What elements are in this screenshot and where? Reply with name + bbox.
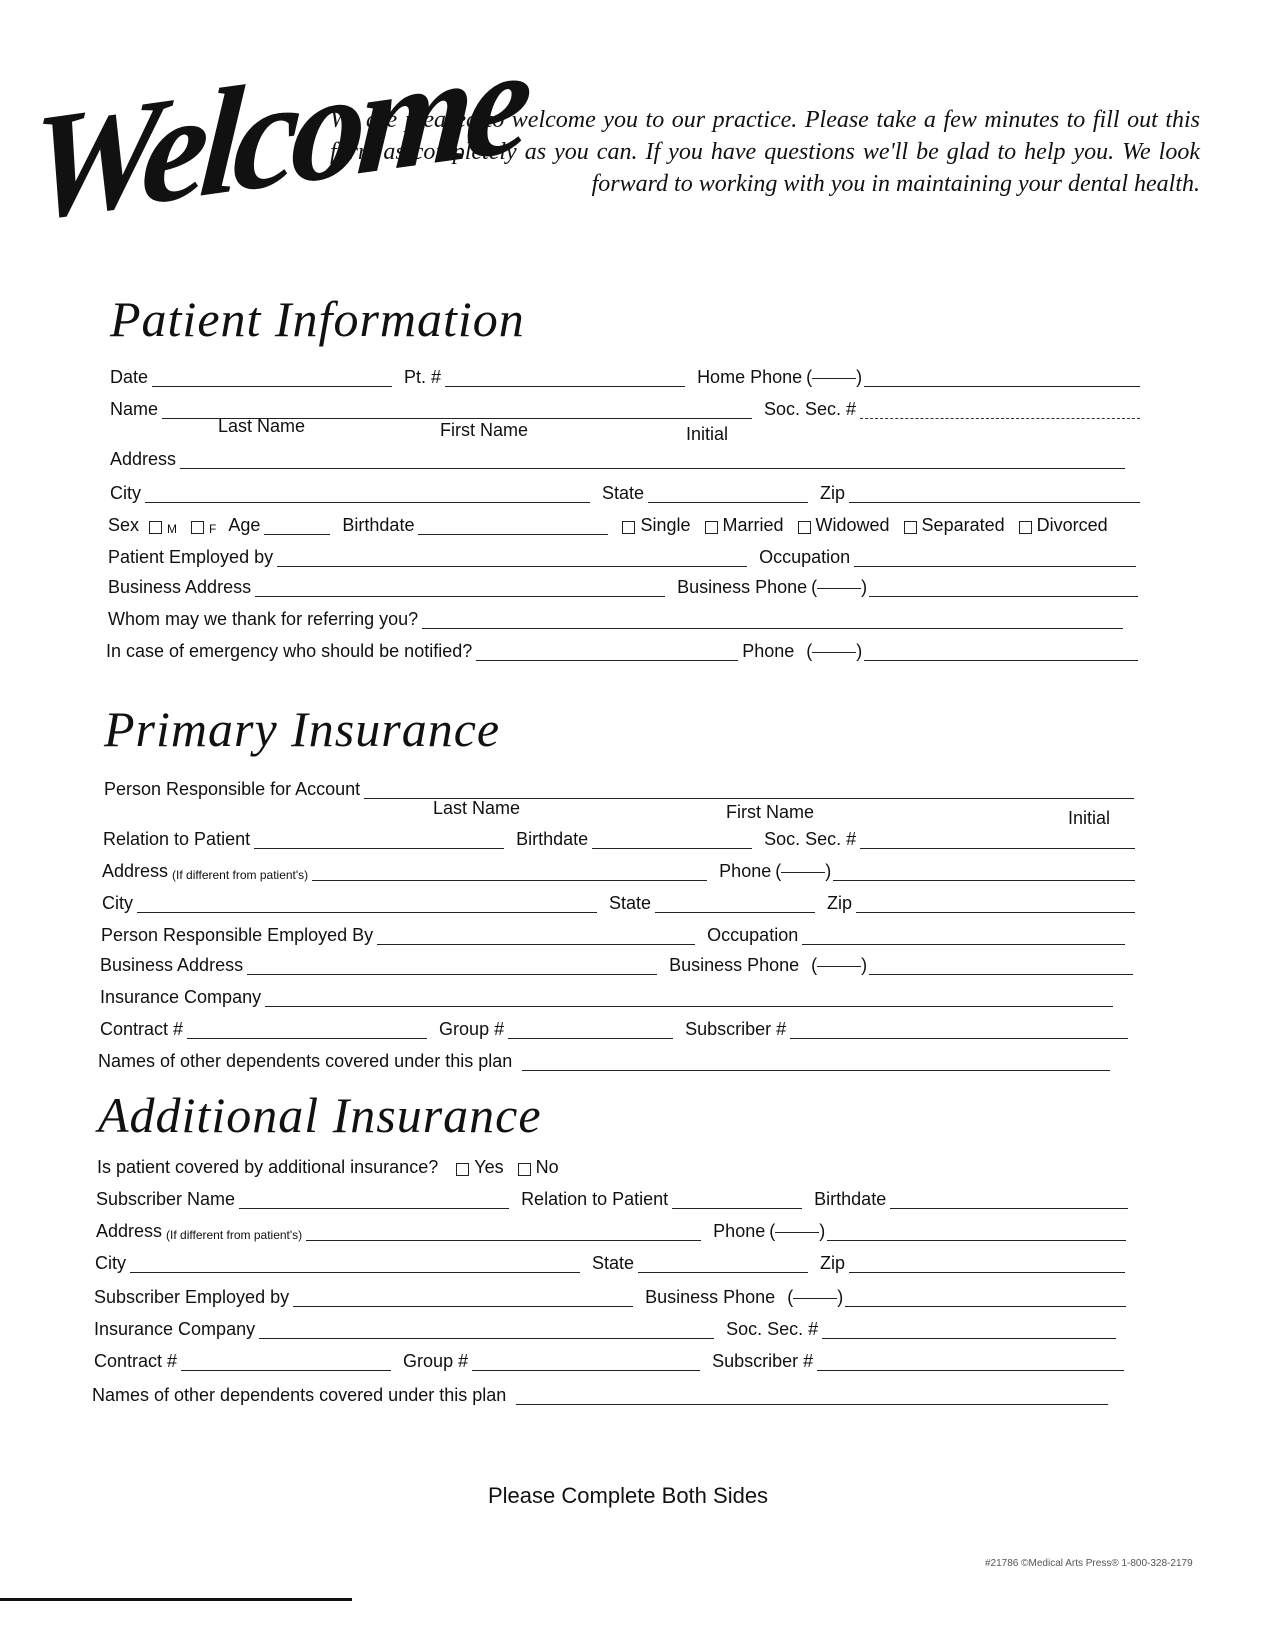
primary-soc-sec-label: Soc. Sec. # [764,829,857,849]
additional-group-label: Group # [403,1351,469,1371]
separated-label: Separated [921,515,1005,535]
primary-occupation-field[interactable] [802,922,1125,945]
sex-f-checkbox[interactable] [191,521,204,534]
sex-m-checkbox[interactable] [149,521,162,534]
soc-sec-label: Soc. Sec. # [764,399,857,419]
additional-business-phone-label: Business Phone [645,1287,776,1307]
primary-row-city [102,886,1135,916]
primary-business-address-field[interactable] [247,952,657,975]
primary-zip-field[interactable] [856,890,1135,913]
primary-subscriber-label: Subscriber # [685,1019,787,1039]
patient-row-business: Business Address Business Phone ( ) [108,570,1138,600]
additional-relation-field[interactable] [672,1186,802,1209]
business-address-field[interactable] [255,574,665,597]
additional-contract-label: Contract # [94,1351,178,1371]
initial-caption: Initial [686,424,729,444]
relation-label: Relation to Patient [103,829,251,849]
additional-state-label: State [592,1253,635,1273]
pt-no-field[interactable] [445,364,685,387]
primary-soc-sec-field[interactable] [860,826,1135,849]
primary-birthdate-label: Birthdate [516,829,589,849]
additional-dependents-label: Names of other dependents covered under this plan [92,1385,507,1405]
patient-row-date: Date Pt. # Home Phone ( ) [110,360,1140,390]
additional-relation-label: Relation to Patient [521,1189,669,1209]
state-label: State [602,483,645,503]
sex-label: Sex [108,515,140,535]
additional-zip-field[interactable] [849,1250,1125,1273]
date-field[interactable] [152,364,392,387]
responsible-label: Person Responsible for Account [104,779,361,799]
state-field[interactable] [648,480,808,503]
additional-employed-by-label: Subscriber Employed by [94,1287,290,1307]
referral-label: Whom may we thank for referring you? [108,609,419,629]
additional-zip-label: Zip [820,1253,846,1273]
covered-no-checkbox[interactable] [518,1163,531,1176]
patient-row-address [110,442,1125,472]
additional-contract-field[interactable] [181,1348,391,1371]
additional-city-label: City [95,1253,126,1273]
single-checkbox[interactable] [622,521,635,534]
additional-row-subscriber [96,1182,1128,1212]
welcome-logo-text: Welcome [23,14,531,254]
primary-insurance-company-label: Insurance Company [100,987,262,1007]
additional-address-field[interactable] [306,1218,701,1241]
widowed-checkbox[interactable] [798,521,811,534]
primary-zip-label: Zip [827,893,853,913]
primary-row-insurance [100,980,1113,1010]
additional-subscriber-field[interactable] [817,1348,1124,1371]
address-field[interactable] [180,446,1125,469]
additional-address-label: Address [96,1221,163,1241]
soc-sec-field[interactable] [860,396,1140,419]
primary-insurance-title: Primary Insurance [104,701,501,757]
additional-insurance-title: Additional Insurance [98,1087,542,1143]
primary-initial-caption: Initial [1068,808,1111,828]
additional-birthdate-field[interactable] [890,1186,1128,1209]
employed-by-field[interactable] [277,544,747,567]
covered-no-label: No [535,1157,559,1177]
primary-last-name-caption: Last Name [433,798,521,818]
primary-state-label: State [609,893,652,913]
publisher-imprint: #21786 ©Medical Arts Press® 1-800-328-2179 [985,1558,1193,1569]
additional-row-address: Address (If different from patient's) Phone ( ) [96,1214,1126,1244]
covered-label: Is patient covered by additional insurance? [97,1157,439,1177]
primary-row-business: Business Address Business Phone ( ) [100,948,1133,978]
additional-business-phone-field[interactable] [845,1284,1126,1307]
additional-row-contract [94,1344,1124,1374]
primary-state-field[interactable] [655,890,815,913]
subscriber-name-field[interactable] [239,1186,509,1209]
covered-yes-label: Yes [474,1157,504,1177]
patient-row-sex [108,508,1143,538]
additional-address-note: (If different from patient's) [166,1228,303,1242]
additional-insurance-company-field[interactable] [259,1316,714,1339]
intro-paragraph: We are pleased to welcome you to our practice. Please take a few minutes to fill out this form as completely as you can. If you have questions we'll be glad to help you. We look forward to working with you in maintaining your dental health. [330,107,1200,197]
additional-soc-sec-label: Soc. Sec. # [726,1319,819,1339]
home-phone-field[interactable] [864,364,1140,387]
additional-phone-field[interactable] [827,1218,1126,1241]
primary-row-relation [103,822,1135,852]
first-name-caption: First Name [440,420,529,440]
sex-m-label: M [167,522,178,536]
responsible-field[interactable] [364,776,1134,799]
divorced-checkbox[interactable] [1019,521,1032,534]
additional-soc-sec-field[interactable] [822,1316,1116,1339]
emergency-field[interactable] [476,638,738,661]
additional-row-covered [97,1150,697,1180]
last-name-caption: Last Name [218,416,306,436]
birthdate-field[interactable] [418,512,608,535]
pt-no-label: Pt. # [404,367,442,387]
primary-employed-by-label: Person Responsible Employed By [101,925,374,945]
additional-birthdate-label: Birthdate [814,1189,887,1209]
additional-employed-by-field[interactable] [293,1284,633,1307]
occupation-field[interactable] [854,544,1136,567]
divorced-label: Divorced [1036,515,1108,535]
primary-address-field[interactable] [312,858,707,881]
primary-city-label: City [102,893,133,913]
additional-dependents-field[interactable] [516,1382,1108,1405]
primary-phone-field[interactable] [833,858,1135,881]
primary-business-phone-label: Business Phone [669,955,800,975]
emergency-phone-field[interactable] [864,638,1138,661]
primary-contract-field[interactable] [187,1016,427,1039]
additional-state-field[interactable] [638,1250,808,1273]
age-label: Age [228,515,261,535]
city-label: City [110,483,141,503]
relation-field[interactable] [254,826,504,849]
patient-row-city [110,476,1140,506]
additional-phone-label: Phone [713,1221,766,1241]
primary-subscriber-field[interactable] [790,1016,1128,1039]
additional-group-field[interactable] [472,1348,700,1371]
separated-checkbox[interactable] [904,521,917,534]
occupation-label: Occupation [759,547,851,567]
patient-row-referral [108,602,1123,632]
primary-occupation-label: Occupation [707,925,799,945]
subscriber-name-label: Subscriber Name [96,1189,236,1209]
address-label: Address [110,449,177,469]
referral-field[interactable] [422,606,1123,629]
primary-birthdate-field[interactable] [592,826,752,849]
primary-group-label: Group # [439,1019,505,1039]
patient-row-employer [108,540,1136,570]
additional-city-field[interactable] [130,1250,580,1273]
patient-info-title: Patient Information [110,291,525,347]
business-phone-field[interactable] [869,574,1138,597]
primary-row-dependents [98,1044,1110,1074]
business-address-label: Business Address [108,577,252,597]
primary-row-contract [100,1012,1128,1042]
additional-subscriber-label: Subscriber # [712,1351,814,1371]
emergency-phone-label: Phone [742,641,795,661]
additional-row-employer: Subscriber Employed by Business Phone ( ) [94,1280,1126,1310]
widowed-label: Widowed [815,515,890,535]
primary-contract-label: Contract # [100,1019,184,1039]
additional-row-city [95,1246,1125,1276]
home-phone-label: Home Phone [697,367,803,387]
name-label: Name [110,399,159,419]
additional-row-dependents [92,1378,1108,1408]
business-phone-label: Business Phone [677,577,808,597]
primary-insurance-company-field[interactable] [265,984,1113,1007]
primary-row-responsible [104,772,1134,802]
primary-phone-label: Phone [719,861,772,881]
primary-city-field[interactable] [137,890,597,913]
complete-both-sides-note: Please Complete Both Sides [488,1483,769,1508]
primary-business-address-label: Business Address [100,955,244,975]
primary-address-note: (If different from patient's) [172,868,309,882]
birthdate-label: Birthdate [342,515,415,535]
married-label: Married [722,515,784,535]
primary-row-address: Address (If different from patient's) Phone ( ) [102,854,1135,884]
primary-employed-by-field[interactable] [377,922,695,945]
zip-label: Zip [820,483,846,503]
bottom-divider [0,1598,352,1601]
patient-row-emergency: In case of emergency who should be notified? Phone ( ) [106,634,1138,664]
zip-field[interactable] [849,480,1140,503]
age-field[interactable] [264,512,330,535]
married-checkbox[interactable] [705,521,718,534]
primary-group-field[interactable] [508,1016,673,1039]
single-label: Single [640,515,691,535]
primary-dependents-label: Names of other dependents covered under this plan [98,1051,513,1071]
city-field[interactable] [145,480,590,503]
employed-by-label: Patient Employed by [108,547,274,567]
primary-address-label: Address [102,861,169,881]
sex-f-label: F [209,522,217,536]
emergency-label: In case of emergency who should be notified? [106,641,473,661]
covered-yes-checkbox[interactable] [456,1163,469,1176]
primary-row-employer [101,918,1125,948]
additional-row-insurance [94,1312,1116,1342]
primary-dependents-field[interactable] [522,1048,1110,1071]
primary-first-name-caption: First Name [726,802,815,822]
additional-insurance-company-label: Insurance Company [94,1319,256,1339]
date-label: Date [110,367,149,387]
primary-business-phone-field[interactable] [869,952,1133,975]
